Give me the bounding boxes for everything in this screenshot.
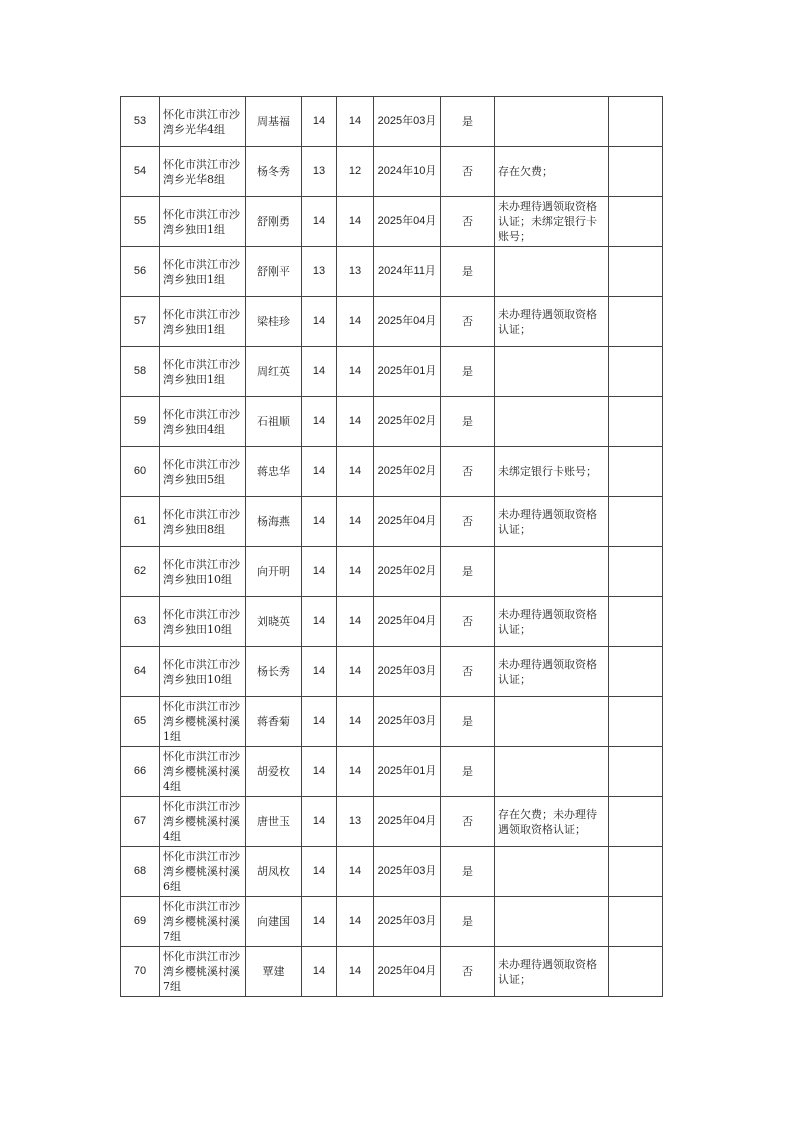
note-cell: 未办理待遇领取资格认证；未绑定银行卡账号； (495, 197, 609, 247)
row-index: 63 (121, 597, 160, 647)
row-index: 67 (121, 797, 160, 847)
row-index: 61 (121, 497, 160, 547)
status-flag-cell: 否 (441, 447, 495, 497)
row-index: 56 (121, 247, 160, 297)
status-flag-cell: 是 (441, 547, 495, 597)
count-a-cell: 13 (302, 247, 337, 297)
status-flag-cell: 是 (441, 397, 495, 447)
date-cell: 2025年04月 (374, 197, 441, 247)
address-cell: 怀化市洪江市沙湾乡独田1组 (160, 197, 246, 247)
person-name-cell: 向开明 (246, 547, 302, 597)
date-cell: 2025年03月 (374, 647, 441, 697)
count-b-cell: 14 (337, 97, 374, 147)
count-b-cell: 14 (337, 197, 374, 247)
address-cell: 怀化市洪江市沙湾乡樱桃溪村溪4组 (160, 797, 246, 847)
person-name-cell: 覃建 (246, 947, 302, 997)
count-b-cell: 14 (337, 647, 374, 697)
address-cell: 怀化市洪江市沙湾乡独田8组 (160, 497, 246, 547)
status-flag-cell: 是 (441, 697, 495, 747)
note-cell (495, 97, 609, 147)
table-row (121, 597, 663, 647)
count-a-cell: 14 (302, 547, 337, 597)
note-cell: 未办理待遇领取资格认证； (495, 297, 609, 347)
extra-cell (609, 747, 663, 797)
person-name-cell: 蒋忠华 (246, 447, 302, 497)
count-a-cell: 13 (302, 147, 337, 197)
row-index: 69 (121, 897, 160, 947)
note-cell: 存在欠费；未办理待遇领取资格认证； (495, 797, 609, 847)
person-name-cell: 舒刚平 (246, 247, 302, 297)
count-b-cell: 14 (337, 397, 374, 447)
person-name-cell: 向建国 (246, 897, 302, 947)
count-b-cell: 13 (337, 247, 374, 297)
note-cell (495, 397, 609, 447)
extra-cell (609, 297, 663, 347)
date-cell: 2024年10月 (374, 147, 441, 197)
person-name-cell: 杨冬秀 (246, 147, 302, 197)
note-cell (495, 347, 609, 397)
address-cell: 怀化市洪江市沙湾乡独田5组 (160, 447, 246, 497)
address-cell: 怀化市洪江市沙湾乡樱桃溪村溪1组 (160, 697, 246, 747)
row-index: 70 (121, 947, 160, 997)
status-flag-cell: 是 (441, 97, 495, 147)
row-index: 62 (121, 547, 160, 597)
row-index: 57 (121, 297, 160, 347)
extra-cell (609, 97, 663, 147)
table-row (121, 947, 663, 997)
date-cell: 2025年04月 (374, 947, 441, 997)
count-b-cell: 14 (337, 447, 374, 497)
status-flag-cell: 是 (441, 347, 495, 397)
table-row (121, 747, 663, 797)
status-flag-cell: 是 (441, 247, 495, 297)
extra-cell (609, 647, 663, 697)
count-b-cell: 14 (337, 347, 374, 397)
count-a-cell: 14 (302, 647, 337, 697)
person-name-cell: 蒋香菊 (246, 697, 302, 747)
count-a-cell: 14 (302, 197, 337, 247)
count-a-cell: 14 (302, 847, 337, 897)
table-row (121, 197, 663, 247)
person-name-cell: 胡爱枚 (246, 747, 302, 797)
extra-cell (609, 797, 663, 847)
count-b-cell: 14 (337, 697, 374, 747)
row-index: 64 (121, 647, 160, 697)
extra-cell (609, 947, 663, 997)
count-a-cell: 14 (302, 397, 337, 447)
note-cell: 未办理待遇领取资格认证； (495, 647, 609, 697)
address-cell: 怀化市洪江市沙湾乡光华4组 (160, 97, 246, 147)
date-cell: 2025年03月 (374, 97, 441, 147)
table-row (121, 147, 663, 197)
extra-cell (609, 897, 663, 947)
table-row (121, 397, 663, 447)
table-row (121, 247, 663, 297)
date-cell: 2025年01月 (374, 747, 441, 797)
person-name-cell: 唐世玉 (246, 797, 302, 847)
table-row (121, 797, 663, 847)
person-name-cell: 刘晓英 (246, 597, 302, 647)
count-b-cell: 14 (337, 547, 374, 597)
address-cell: 怀化市洪江市沙湾乡独田4组 (160, 397, 246, 447)
date-cell: 2025年04月 (374, 797, 441, 847)
row-index: 58 (121, 347, 160, 397)
note-cell (495, 247, 609, 297)
status-flag-cell: 否 (441, 597, 495, 647)
person-name-cell: 杨长秀 (246, 647, 302, 697)
status-flag-cell: 否 (441, 497, 495, 547)
address-cell: 怀化市洪江市沙湾乡独田10组 (160, 597, 246, 647)
extra-cell (609, 497, 663, 547)
count-b-cell: 12 (337, 147, 374, 197)
address-cell: 怀化市洪江市沙湾乡樱桃溪村溪7组 (160, 947, 246, 997)
count-a-cell: 14 (302, 497, 337, 547)
address-cell: 怀化市洪江市沙湾乡樱桃溪村溪7组 (160, 897, 246, 947)
person-name-cell: 杨海燕 (246, 497, 302, 547)
person-name-cell: 梁桂珍 (246, 297, 302, 347)
count-a-cell: 14 (302, 747, 337, 797)
row-index: 68 (121, 847, 160, 897)
extra-cell (609, 397, 663, 447)
extra-cell (609, 347, 663, 397)
date-cell: 2024年11月 (374, 247, 441, 297)
note-cell (495, 847, 609, 897)
date-cell: 2025年03月 (374, 847, 441, 897)
note-cell (495, 697, 609, 747)
date-cell: 2025年01月 (374, 347, 441, 397)
status-flag-cell: 是 (441, 747, 495, 797)
date-cell: 2025年03月 (374, 897, 441, 947)
status-flag-cell: 是 (441, 897, 495, 947)
count-b-cell: 14 (337, 497, 374, 547)
person-name-cell: 石祖顺 (246, 397, 302, 447)
count-a-cell: 14 (302, 697, 337, 747)
count-b-cell: 14 (337, 947, 374, 997)
table-row (121, 347, 663, 397)
address-cell: 怀化市洪江市沙湾乡独田10组 (160, 547, 246, 597)
count-a-cell: 14 (302, 797, 337, 847)
count-a-cell: 14 (302, 597, 337, 647)
count-a-cell: 14 (302, 347, 337, 397)
table-row (121, 647, 663, 697)
row-index: 53 (121, 97, 160, 147)
date-cell: 2025年04月 (374, 497, 441, 547)
table-row (121, 897, 663, 947)
table-row (121, 297, 663, 347)
count-a-cell: 14 (302, 897, 337, 947)
count-b-cell: 13 (337, 797, 374, 847)
address-cell: 怀化市洪江市沙湾乡独田10组 (160, 647, 246, 697)
extra-cell (609, 447, 663, 497)
extra-cell (609, 847, 663, 897)
extra-cell (609, 147, 663, 197)
count-a-cell: 14 (302, 297, 337, 347)
note-cell (495, 897, 609, 947)
table-row (121, 97, 663, 147)
note-cell: 未绑定银行卡账号； (495, 447, 609, 497)
row-index: 59 (121, 397, 160, 447)
status-flag-cell: 否 (441, 947, 495, 997)
date-cell: 2025年03月 (374, 697, 441, 747)
status-flag-cell: 否 (441, 297, 495, 347)
note-cell: 未办理待遇领取资格认证； (495, 497, 609, 547)
person-name-cell: 舒刚勇 (246, 197, 302, 247)
status-flag-cell: 否 (441, 147, 495, 197)
row-index: 55 (121, 197, 160, 247)
table-row (121, 447, 663, 497)
count-b-cell: 14 (337, 847, 374, 897)
note-cell: 未办理待遇领取资格认证； (495, 597, 609, 647)
count-b-cell: 14 (337, 297, 374, 347)
status-flag-cell: 否 (441, 797, 495, 847)
address-cell: 怀化市洪江市沙湾乡樱桃溪村溪6组 (160, 847, 246, 897)
status-flag-cell: 是 (441, 847, 495, 897)
extra-cell (609, 597, 663, 647)
table-row (121, 847, 663, 897)
count-a-cell: 14 (302, 947, 337, 997)
address-cell: 怀化市洪江市沙湾乡光华8组 (160, 147, 246, 197)
table-row (121, 497, 663, 547)
table-body (121, 97, 663, 997)
person-name-cell: 周基福 (246, 97, 302, 147)
records-table (120, 96, 663, 997)
person-name-cell: 胡凤枚 (246, 847, 302, 897)
date-cell: 2025年04月 (374, 297, 441, 347)
row-index: 54 (121, 147, 160, 197)
count-b-cell: 14 (337, 597, 374, 647)
row-index: 60 (121, 447, 160, 497)
extra-cell (609, 547, 663, 597)
person-name-cell: 周红英 (246, 347, 302, 397)
table-row (121, 547, 663, 597)
date-cell: 2025年02月 (374, 447, 441, 497)
address-cell: 怀化市洪江市沙湾乡独田1组 (160, 297, 246, 347)
row-index: 65 (121, 697, 160, 747)
address-cell: 怀化市洪江市沙湾乡独田1组 (160, 247, 246, 297)
address-cell: 怀化市洪江市沙湾乡独田1组 (160, 347, 246, 397)
count-b-cell: 14 (337, 747, 374, 797)
count-a-cell: 14 (302, 97, 337, 147)
count-b-cell: 14 (337, 897, 374, 947)
date-cell: 2025年02月 (374, 547, 441, 597)
note-cell: 存在欠费； (495, 147, 609, 197)
extra-cell (609, 697, 663, 747)
date-cell: 2025年04月 (374, 597, 441, 647)
count-a-cell: 14 (302, 447, 337, 497)
note-cell: 未办理待遇领取资格认证； (495, 947, 609, 997)
address-cell: 怀化市洪江市沙湾乡樱桃溪村溪4组 (160, 747, 246, 797)
table-row (121, 697, 663, 747)
date-cell: 2025年02月 (374, 397, 441, 447)
note-cell (495, 747, 609, 797)
row-index: 66 (121, 747, 160, 797)
extra-cell (609, 197, 663, 247)
extra-cell (609, 247, 663, 297)
note-cell (495, 547, 609, 597)
status-flag-cell: 否 (441, 647, 495, 697)
status-flag-cell: 否 (441, 197, 495, 247)
